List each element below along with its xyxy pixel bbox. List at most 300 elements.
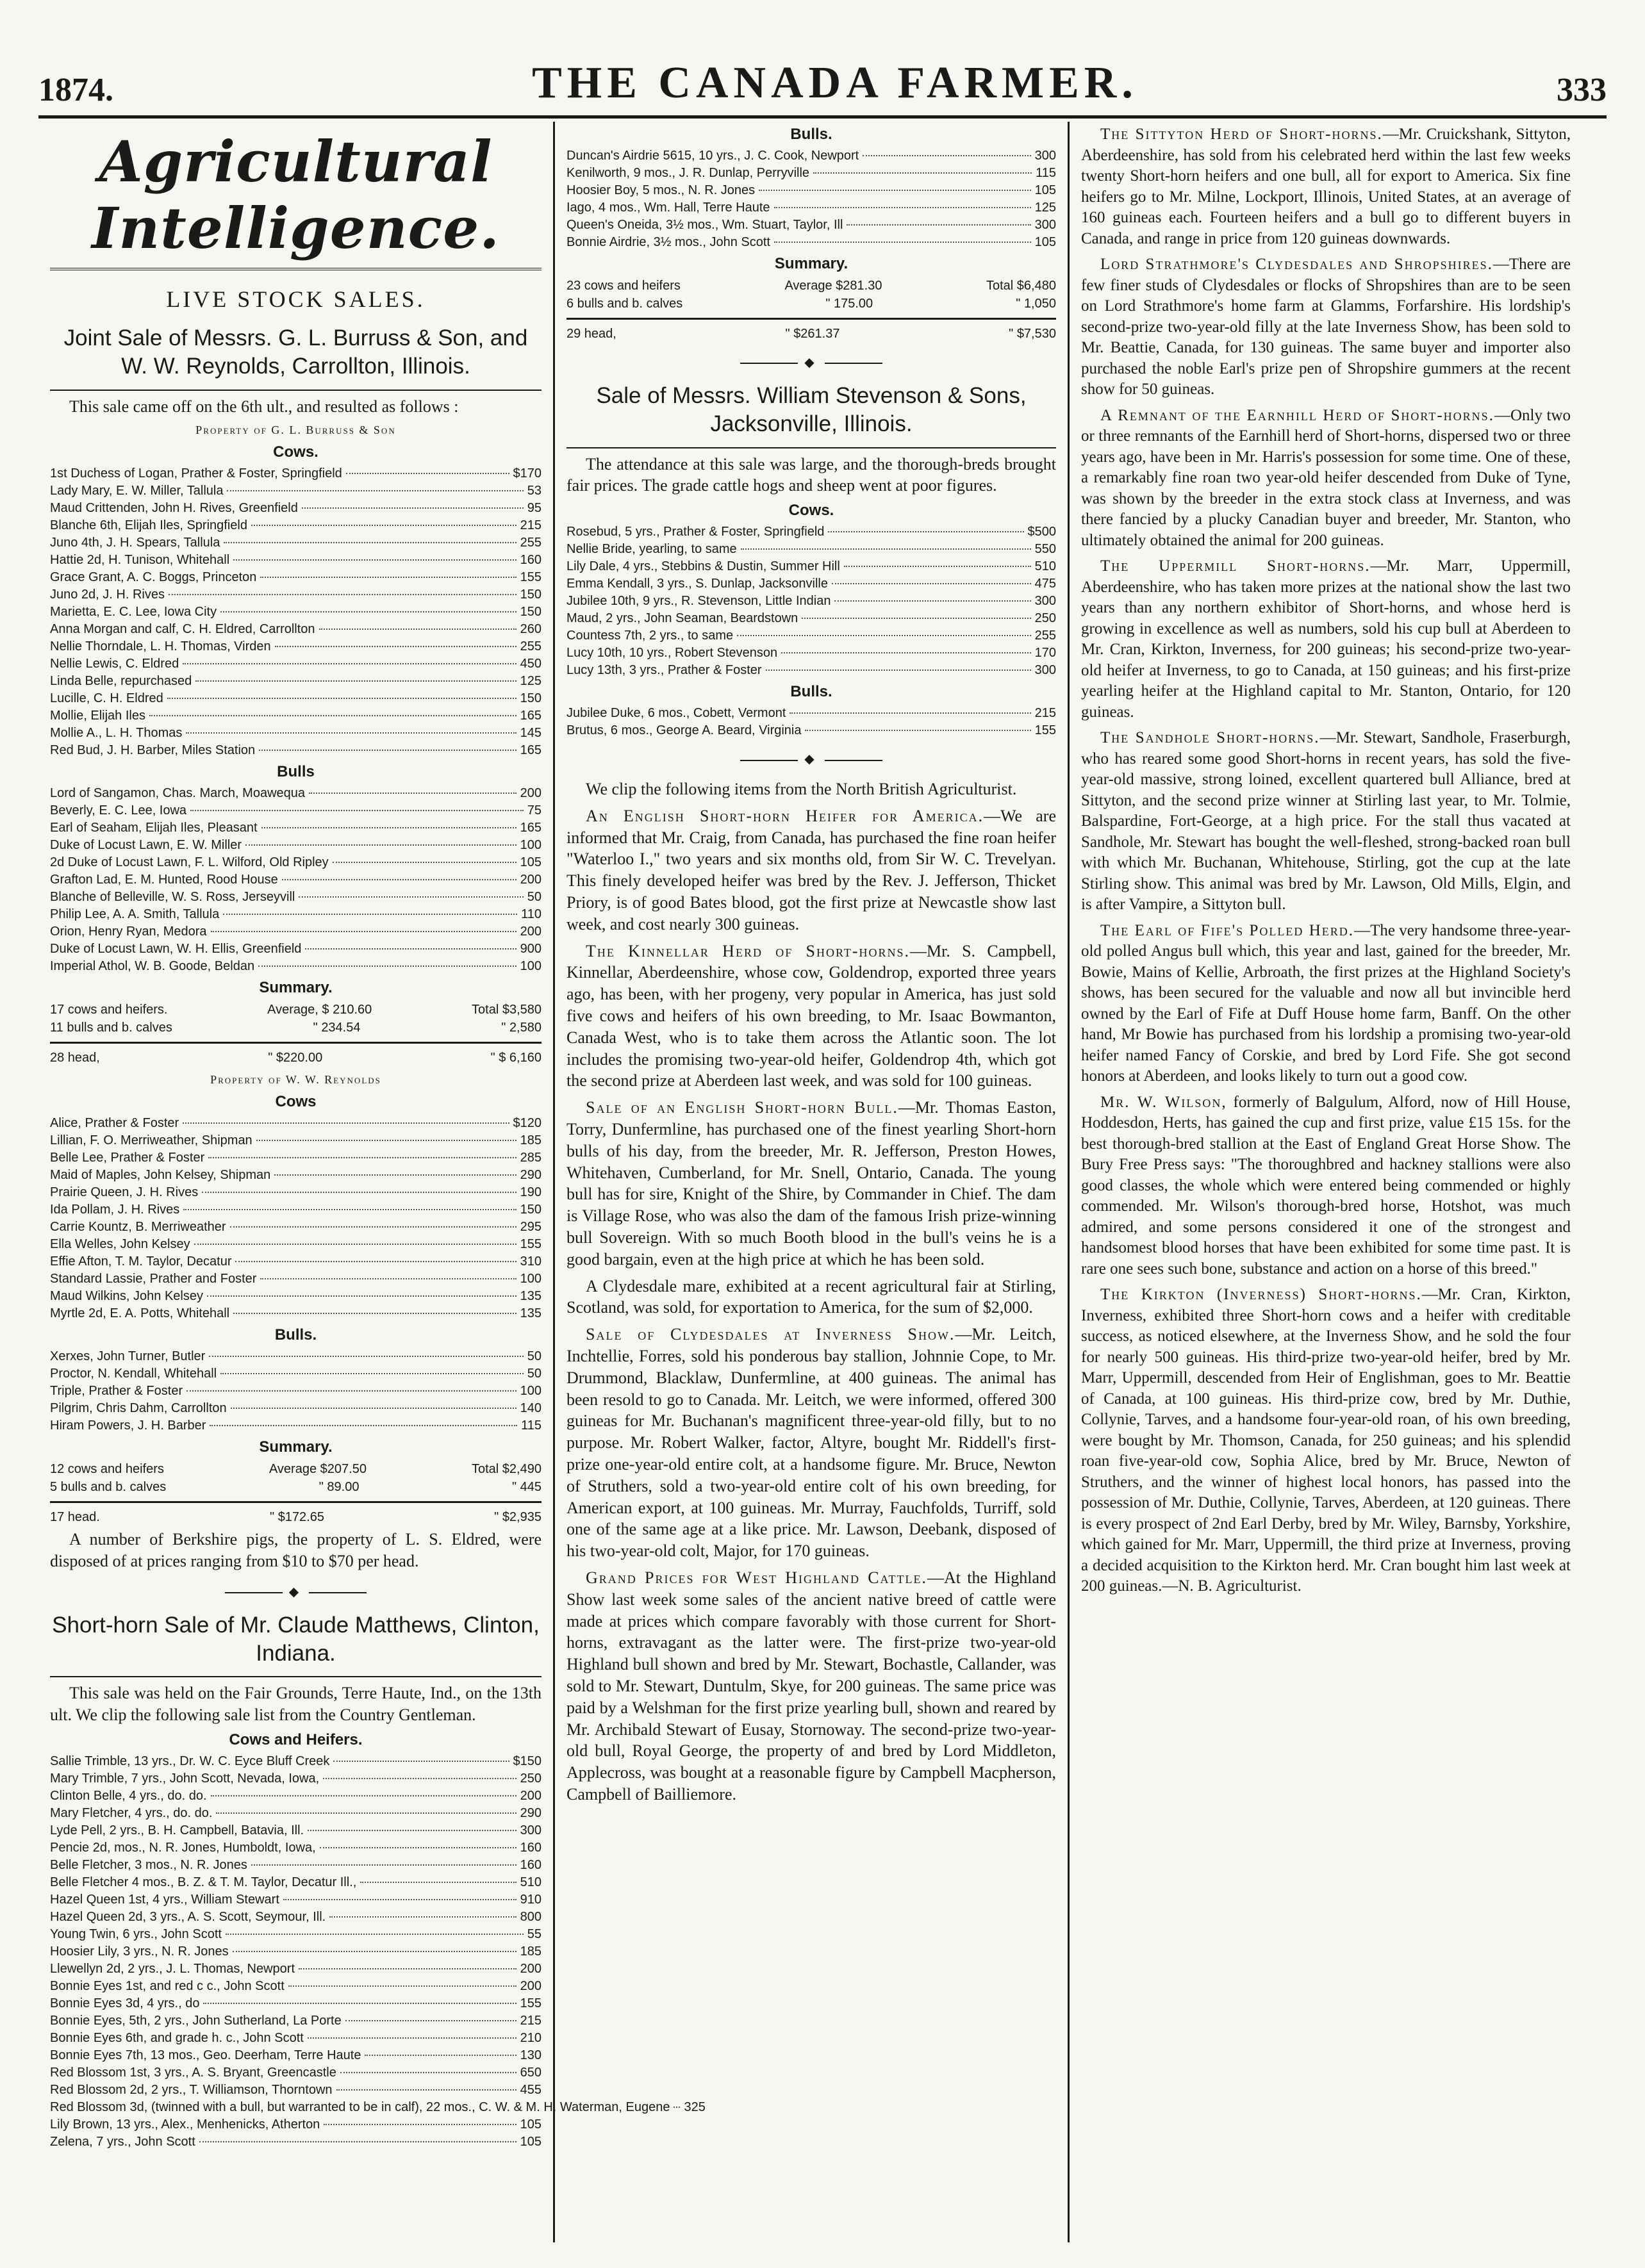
article-paragraph <box>1081 1285 1571 1597</box>
dot-leader <box>259 750 516 751</box>
entry-price: 100 <box>520 838 541 853</box>
entry-name: Lucy 13th, 3 yrs., Prather & Foster <box>566 663 762 678</box>
article-paragraph <box>566 1097 1056 1270</box>
sale-entry <box>50 1270 541 1288</box>
entry-price: 75 <box>527 803 541 818</box>
summary-label: 17 cows and heifers. <box>50 1003 168 1017</box>
entry-price: 510 <box>1034 559 1056 574</box>
entry-price: 900 <box>520 942 541 957</box>
dot-leader <box>220 611 517 612</box>
entry-name: Juno 2d, J. H. Rives <box>50 588 165 602</box>
column-2 <box>553 122 1068 2242</box>
sale-entry <box>566 541 1056 558</box>
matthews-intro: This sale was held on the Fair Grounds, Terre Haute, Ind., on the 13th ult. We clip the following sale list from the Country Gentleman. <box>50 1684 541 1725</box>
sale-entry <box>50 586 541 604</box>
sale-entry <box>50 707 541 725</box>
article-list <box>566 778 1056 1805</box>
entry-name: Lord of Sangamon, Chas. March, Moawequa <box>50 786 305 801</box>
dot-leader <box>365 2055 516 2056</box>
entry-name: Nellie Thorndale, L. H. Thomas, Virden <box>50 639 271 654</box>
sale-entry <box>50 517 541 534</box>
article-body: —Mr. Thomas Easton, Torry, Dunfermline, has purchased one of the finest yearling Short-horn bulls of his day, from the breeder, Mr. R. Jefferson, Preston Howes, Whitehaven, Cumberland, for Mr. Snell, Ontario, Canada. The young bull has for sire, Knight of the Shire, by Commander in Chief. The dam is Village Rose, who was also the dam of the famous Irish prize-winning bull Sovereign. With so much Booth blood in the bull's veins he is a good bargain, even at the high price at which he has been sold. <box>566 1098 1056 1269</box>
entry-name: Lily Brown, 13 yrs., Alex., Menhenicks, Atherton <box>50 2117 320 2132</box>
summary-row <box>50 1508 541 1526</box>
sale-entry <box>50 500 541 517</box>
sale-list <box>50 1753 706 2151</box>
sale-entry <box>50 1288 541 1305</box>
entry-name: Ella Welles, John Kelsey <box>50 1237 190 1252</box>
bulls-subhead: Bulls. <box>790 126 832 143</box>
entry-price: 215 <box>520 518 541 533</box>
dot-leader <box>227 490 523 491</box>
sale-entry <box>566 523 1056 541</box>
sale-entry <box>566 610 1056 627</box>
sale-entry <box>50 482 541 500</box>
sale-list <box>566 705 1056 739</box>
sale-entry <box>566 147 1056 165</box>
property-title: Property of W. W. Reynolds <box>210 1073 381 1087</box>
entry-price: 115 <box>1036 166 1056 180</box>
section-banner: Agricultural Intelligence. <box>50 128 541 270</box>
dot-leader <box>199 2141 517 2142</box>
dot-leader <box>195 680 516 682</box>
entry-price: 455 <box>520 2082 541 2097</box>
entry-name: Pilgrim, Chris Dahm, Carrollton <box>50 1401 227 1416</box>
dot-leader <box>847 224 1030 226</box>
entry-price: 170 <box>1034 646 1056 661</box>
dot-leader <box>211 1795 517 1796</box>
entry-name: Countess 7th, 2 yrs., to same <box>566 629 734 643</box>
dot-leader <box>805 730 1030 731</box>
sale-entry <box>50 1857 541 1874</box>
entry-name: Jubilee 10th, 9 yrs., R. Stevenson, Little Indian <box>566 594 831 609</box>
entry-name: Maid of Maples, John Kelsey, Shipman <box>50 1168 271 1183</box>
dot-leader <box>789 712 1030 714</box>
entry-name: Hoosier Lily, 3 yrs., N. R. Jones <box>50 1944 229 1959</box>
entry-name: Triple, Prather & Foster <box>50 1384 183 1399</box>
entry-name: Belle Fletcher 4 mos., B. Z. & T. M. Taylor, Decatur Ill., <box>50 1875 357 1889</box>
dot-leader <box>167 698 517 699</box>
sale-entry <box>50 534 541 552</box>
divider <box>566 447 1056 448</box>
entry-name: Bonnie Airdrie, 3½ mos., John Scott <box>566 235 770 249</box>
entry-price: 100 <box>520 959 541 974</box>
entry-name: Kenilworth, 9 mos., J. R. Dunlap, Perryville <box>566 166 810 180</box>
dot-leader <box>186 732 516 734</box>
summary-avg: " 175.00 <box>825 297 873 311</box>
article-body: —Only two or three remnants of the Earnhill herd of Short-horns, dispersed two or three years ago, have been in Mr. Harris's possession for some time. One of these, a remarkably fine roan two year-old heifer descended from Duke of Tyne, was shown by the breeder in the extra stock class at Inverness, and was there fancied by a plucky Canadian buyer and breeder, Mr. Stanton, who ultimately obtained the animal for 200 guineas. <box>1081 406 1571 549</box>
sale-entry <box>50 1787 541 1805</box>
dot-leader <box>233 1313 517 1314</box>
article-paragraph <box>566 778 1056 800</box>
sale-entry <box>50 1253 541 1270</box>
entry-price: 145 <box>520 726 541 741</box>
ornament-divider: ◆ <box>566 751 1056 767</box>
dot-leader <box>766 670 1031 671</box>
dot-leader <box>251 1864 517 1866</box>
sale-entry <box>50 2012 541 2030</box>
dot-leader <box>275 646 517 647</box>
sale-entry <box>50 1960 541 1978</box>
dot-leader <box>832 583 1031 584</box>
dot-leader <box>324 2124 516 2125</box>
summary-total: Total $2,490 <box>472 1462 541 1477</box>
entry-name: Brutus, 6 mos., George A. Beard, Virginia <box>566 723 802 738</box>
entry-price: 300 <box>1034 218 1056 232</box>
sale-entry <box>50 1365 541 1383</box>
summary-row <box>566 325 1056 343</box>
entry-name: Bonnie Eyes 7th, 13 mos., Geo. Deerham, Terre Haute <box>50 2048 361 2062</box>
sale-entry <box>50 2064 541 2082</box>
entry-name: Earl of Seaham, Elijah Iles, Pleasant <box>50 821 258 835</box>
summary-avg: " 89.00 <box>318 1480 360 1495</box>
dot-leader <box>674 2107 680 2108</box>
dot-leader <box>258 966 517 967</box>
summary-total: " $ 6,160 <box>490 1051 541 1065</box>
article-body: We clip the following items from the North British Agriculturist. <box>586 780 1017 799</box>
entry-price: 105 <box>520 2134 541 2149</box>
entry-price: 55 <box>527 1927 541 1941</box>
dot-leader <box>299 1968 517 1969</box>
dot-leader <box>282 879 517 880</box>
sale-entry <box>50 1926 541 1943</box>
entry-price: $120 <box>513 1116 541 1131</box>
entry-name: Lyde Pell, 2 yrs., B. H. Campbell, Batavia, Ill. <box>50 1823 304 1837</box>
dot-leader <box>224 542 516 543</box>
dot-leader <box>319 629 517 630</box>
entry-name: Lily Dale, 4 yrs., Stebbins & Dustin, Summer Hill <box>566 559 840 574</box>
entry-name: Juno 4th, J. H. Spears, Tallula <box>50 536 220 550</box>
sale-entry <box>50 889 541 906</box>
dot-leader <box>203 2003 516 2004</box>
entry-name: Ida Pollam, J. H. Rives <box>50 1203 180 1217</box>
entry-name: Pencie 2d, mos., N. R. Jones, Humboldt, Iowa, <box>50 1840 316 1855</box>
dot-leader <box>235 1261 516 1262</box>
article-body: —Mr. Stewart, Sandhole, Fraserburgh, who has reared some good Short-horns in recent years, has sold the five-year-old massive, strong loined, excellent quartered bull Alliance, bred at Sittyton, and the second prize winner at Stirling last year, to Mr. Tolmie, Balspardine, Fort-George, at a high price. For the stall thus vacated at Sandhole, Mr. Stewart has bought the well-fleshed, strong-backed roan bull with which Mr. Buchanan, Whitehouse, Stirling, got the cup at the late Stirling show. This animal was bred by Mr. Lawson, Old Mills, Elgin, and is after Vampire, a Sittyton bull. <box>1081 729 1571 913</box>
entry-price: 165 <box>520 743 541 758</box>
entry-name: Red Blossom 3d, (twinned with a bull, but warranted to be in calf), 22 mos., C. W. & M. H. Waterman, Eugene <box>50 2100 670 2114</box>
sale-entry <box>50 1305 541 1322</box>
entry-name: Red Blossom 1st, 3 yrs., A. S. Bryant, Greencastle <box>50 2065 336 2080</box>
berkshire-paragraph: A number of Berkshire pigs, the property of L. S. Eldred, were disposed of at prices ranging from $10 to $70 per head. <box>50 1530 541 1571</box>
dot-leader <box>209 1356 523 1357</box>
entry-name: Philip Lee, A. A. Smith, Tallula <box>50 907 220 922</box>
entry-name: Nellie Lewis, C. Eldred <box>50 657 179 671</box>
article-paragraph <box>1081 254 1571 400</box>
entry-price: 650 <box>520 2065 541 2080</box>
bulls-subhead: Bulls <box>277 763 315 781</box>
entry-price: 160 <box>520 1840 541 1855</box>
dot-leader <box>207 1295 517 1297</box>
dot-leader <box>256 1140 517 1141</box>
sale-entry <box>50 2133 541 2151</box>
entry-name: 1st Duchess of Logan, Prather & Foster, Springfield <box>50 466 342 481</box>
sale-entry <box>50 2082 541 2099</box>
summary-rule <box>50 1042 541 1044</box>
dot-leader <box>283 1899 517 1900</box>
summary-label: 6 bulls and b. calves <box>566 297 683 311</box>
dot-leader <box>230 1226 517 1228</box>
sale-entry <box>566 165 1056 182</box>
dot-leader <box>183 663 516 664</box>
article-paragraph <box>566 1324 1056 1562</box>
entry-price: 150 <box>520 588 541 602</box>
entry-price: 155 <box>520 570 541 585</box>
sale-entry <box>566 234 1056 251</box>
dot-leader <box>323 1778 516 1779</box>
article-lead: Sale of Clydesdales at Inverness Show. <box>586 1325 955 1344</box>
article-list <box>1081 124 1571 1597</box>
ornament-divider: ◆ <box>50 1584 541 1600</box>
entry-price: 105 <box>520 855 541 870</box>
entry-name: Marietta, E. C. Lee, Iowa City <box>50 605 217 620</box>
sale-entry <box>50 854 541 871</box>
entry-price: 200 <box>520 1788 541 1803</box>
summary-avg: Average $207.50 <box>269 1462 367 1477</box>
dot-leader <box>309 793 517 794</box>
summary-total: " $7,530 <box>1009 327 1056 341</box>
dot-leader <box>320 1847 517 1848</box>
article-body: —Mr. S. Campbell, Kinnellar, Aberdeenshire, whose cow, Goldendrop, exported three years ago, has been, with her progeny, very popular in America, has just sold five cows and heifers of his own breeding, to Mr. Isaac Bowmanton, Canada West, who is to take them across the Atlantic soon. The lot includes the promising two-year-old heifer, Goldendrop 4th, which got the second prize at Aberdeen last week, and was sold for 100 guineas. <box>566 941 1056 1090</box>
dot-leader <box>245 844 517 846</box>
entry-price: 250 <box>520 1771 541 1786</box>
dot-leader <box>223 914 517 915</box>
sale-entry <box>50 2099 706 2116</box>
entry-price: 125 <box>520 674 541 689</box>
dot-leader <box>336 2089 517 2091</box>
dot-leader <box>251 525 517 526</box>
burruss-intro: This sale came off on the 6th ult., and resulted as follows : <box>69 397 459 416</box>
sale-entry <box>50 837 541 854</box>
article-lead: Lord Strathmore's Clydesdales and Shropshires. <box>1100 256 1493 273</box>
summary-label: 12 cows and heifers <box>50 1462 164 1477</box>
sale-entry <box>566 182 1056 199</box>
summary-row <box>566 277 1056 295</box>
entry-price: 135 <box>520 1289 541 1304</box>
dot-leader <box>202 1192 516 1193</box>
summary-row <box>50 1478 541 1496</box>
summary-label: 5 bulls and b. calves <box>50 1480 167 1495</box>
dot-leader <box>329 1916 516 1918</box>
dot-leader <box>183 1122 509 1124</box>
entry-name: Maud Wilkins, John Kelsey <box>50 1289 203 1304</box>
masthead <box>38 45 1607 119</box>
sale-entry <box>50 941 541 958</box>
article-lead: Mr. W. Wilson, <box>1100 1093 1227 1111</box>
summary-row <box>566 295 1056 313</box>
sale-entry <box>50 1891 541 1909</box>
sale-list <box>566 147 1056 251</box>
entry-price: 290 <box>520 1168 541 1183</box>
summary-row <box>50 1019 541 1037</box>
sale-entry <box>50 2116 541 2133</box>
entry-price: 140 <box>520 1401 541 1416</box>
sale-entry <box>50 2030 541 2047</box>
entry-name: Orion, Henry Ryan, Medora <box>50 924 207 939</box>
dot-leader <box>208 1157 516 1158</box>
dot-leader <box>260 577 516 578</box>
dot-leader <box>274 1174 516 1176</box>
summary-row <box>50 1001 541 1019</box>
dot-leader <box>299 896 523 898</box>
entry-price: 160 <box>520 1857 541 1872</box>
entry-price: $170 <box>513 466 541 481</box>
entry-price: 155 <box>520 1996 541 2010</box>
newspaper-title: THE CANADA FARMER. <box>532 58 1138 108</box>
summary-total: " 2,580 <box>501 1021 541 1035</box>
summary-label: 29 head, <box>566 327 616 341</box>
live-stock-heading: LIVE STOCK SALES. <box>166 286 426 312</box>
sale-entry <box>50 958 541 975</box>
dot-leader <box>737 635 1031 636</box>
sale-entry <box>50 569 541 586</box>
sale-entry <box>50 1943 541 1960</box>
entry-name: Red Bud, J. H. Barber, Miles Station <box>50 743 256 758</box>
article-body: —We are informed that Mr. Craig, from Canada, has purchased the fine roan heifer "Waterloo I.," two years and six months old, from Sir W. C. Trevelyan. This finely developed heifer was bred by the Rev. J. Jefferson, Thicket Priory, is of good Bates blood, got the first prize at Newcastle show last week, and cost nearly 300 guineas. <box>566 806 1056 933</box>
sale-entry <box>50 673 541 690</box>
sale-entry <box>50 1874 541 1891</box>
summary-row <box>50 1460 541 1478</box>
article-body: —Mr. Cruickshank, Sittyton, Aberdeenshire, has sold from his celebrated herd within the last few weeks twenty Short-horn heifers and one bull, all for export to America. Six fine heifers go to Mr. Milne, Lockport, Illinois, United States, at an average of 160 guineas each. Fourteen heifers and a bull go to different buyers in Canada, and range in price from 120 guineas downwards. <box>1081 126 1571 247</box>
entry-name: Lucille, C. H. Eldred <box>50 691 163 706</box>
summary-label: 17 head. <box>50 1510 100 1525</box>
sale-entry <box>50 1978 541 1995</box>
entry-price: 130 <box>520 2048 541 2062</box>
entry-price: 105 <box>1034 235 1056 249</box>
entry-name: Effie Afton, T. M. Taylor, Decatur <box>50 1254 232 1269</box>
entry-price: 255 <box>520 536 541 550</box>
entry-name: Prairie Queen, J. H. Rives <box>50 1185 199 1200</box>
entry-name: Bonnie Eyes 3d, 4 yrs., do <box>50 1996 200 2010</box>
entry-price: 300 <box>1034 663 1056 678</box>
property-title: Property of G. L. Burruss & Son <box>195 423 396 437</box>
entry-name: Maud, 2 yrs., John Seaman, Beardstown <box>566 611 798 626</box>
dot-leader <box>802 618 1030 619</box>
article-paragraph <box>1081 921 1571 1087</box>
entry-name: Anna Morgan and calf, C. H. Eldred, Carrollton <box>50 622 315 637</box>
sale-entry <box>50 638 541 655</box>
entry-price: 215 <box>1034 706 1056 721</box>
dot-leader <box>216 1812 516 1814</box>
sale-entry <box>50 465 541 482</box>
dot-leader <box>288 1985 517 1987</box>
entry-price: $500 <box>1027 525 1056 539</box>
ornament-divider: ◆ <box>566 354 1056 370</box>
entry-price: 165 <box>520 821 541 835</box>
entry-price: 115 <box>521 1418 541 1433</box>
entry-name: Hazel Queen 1st, 4 yrs., William Stewart <box>50 1892 279 1907</box>
entry-name: Xerxes, John Turner, Butler <box>50 1349 206 1364</box>
entry-name: Proctor, N. Kendall, Whitehall <box>50 1367 217 1381</box>
summary-avg: Average $281.30 <box>784 279 882 293</box>
dot-leader <box>834 600 1030 602</box>
summary-total: Total $6,480 <box>986 279 1056 293</box>
entry-price: 105 <box>520 2117 541 2132</box>
entry-price: 290 <box>520 1805 541 1820</box>
article-lead: The Sandhole Short-horns. <box>1100 729 1320 746</box>
entry-price: 260 <box>520 622 541 637</box>
article-body: —At the Highland Show last week some sales of the ancient native breed of cattle were made at prices which compare favorably with those current for Short-horns, extravagant as the latter were. The first-prize two-year-old Highland bull shown and bred by Mr. Stewart, Bochastle, Callander, was sold to Mr. Stewart, Duntulm, Skye, for 200 guineas. The same price was paid by a Welshman for the first prize yearling bull, shown and reared by Mr. Archibald Stewart of Eusay, Stornoway. The second-prize two-year-old bull, Royal George, the property of and bred by Lord Middleton, Applecross, was bought at a reasonable figure by Campbell Macpherson, Campbell of Bailliemore. <box>566 1568 1056 1804</box>
entry-price: 910 <box>520 1892 541 1907</box>
sale-entry <box>50 1149 541 1167</box>
dot-leader <box>360 1882 516 1883</box>
sale-entry <box>566 575 1056 593</box>
page-number: 333 <box>1556 72 1607 108</box>
entry-name: Myrtle 2d, E. A. Potts, Whitehall <box>50 1306 230 1321</box>
summary-avg: " $220.00 <box>268 1051 323 1065</box>
dot-leader <box>333 862 517 863</box>
sale-entry <box>566 217 1056 234</box>
article-paragraph <box>1081 1092 1571 1280</box>
entry-name: Hoosier Boy, 5 mos., N. R. Jones <box>566 183 756 197</box>
entry-name: Lillian, F. O. Merriweather, Shipman <box>50 1133 252 1148</box>
sale-entry <box>50 604 541 621</box>
entry-name: Clinton Belle, 4 yrs., do. do. <box>50 1788 207 1803</box>
entry-price: 95 <box>527 501 541 516</box>
sale-entry <box>50 1348 541 1365</box>
article-body: A Clydesdale mare, exhibited at a recent agricultural fair at Stirling, Scotland, was sold, for exportation to America, for the sum of $2,000. <box>566 1276 1056 1317</box>
entry-price: 185 <box>520 1944 541 1959</box>
sale-entry <box>566 199 1056 217</box>
dot-leader <box>741 548 1031 550</box>
entry-name: Jubilee Duke, 6 mos., Cobett, Vermont <box>566 706 786 721</box>
article-body: —The very handsome three-year-old polled Angus bull which, this year and last, gained for the breeder, Mr. Bowie, Mains of Kellie, Arbroath, the first prizes at the Highland Society's shows, has been secured for the valuable and now all but invincible herd owned by the Earl of Fife at Duff House home farm, Banff. On the other hand, Mr Bowie has purchased from his lordship a promising two-year-old heifer named Fancy of Corskie, and bred by Lord Fife. She got second honors at Aberdeen, and looks likely to turn out a good cow. <box>1081 921 1571 1085</box>
summary-subhead: Summary. <box>259 1438 333 1456</box>
entry-price: 200 <box>520 924 541 939</box>
article-body: formerly of Balgulum, Alford, now of Hill House, Hoddesdon, Herts, has gained the cup and first prize, value £15 15s. for the best thorough-bred stallion at the East of England Great Horse Show. The Bury Free Press says: "The thoroughbred and hackney stallions were also good classes, the whole which were entered being commended or highly commended. Mr. Wilson's thorough-bred horse, Hotshot, was much admired, and some persons considered it one of the strongest and handsomest blood horses that have been exhibited for some time past. It is rare one sees such bone, substance and action on a horse of this breed." <box>1081 1093 1571 1278</box>
entry-price: 200 <box>520 786 541 801</box>
dot-leader <box>308 1830 517 1831</box>
entry-price: 190 <box>520 1185 541 1200</box>
entry-name: Carrie Kountz, B. Merriweather <box>50 1220 226 1235</box>
dot-leader <box>828 531 1023 532</box>
article-paragraph <box>1081 728 1571 916</box>
article-body: —Mr. Marr, Uppermill, Aberdeenshire, who has taken more prizes at the national show the last two years than any northern exhibitor of Short-horns, and whose herd is growing in excellence as well as numbers, sold his cup bull at Aberdeen to Mr. Cran, Kirkton, Inverness, for 200 guineas; his second-prize two-year-old heifer at Inverness, to go to Canada, at 150 guineas; and his first-prize yearling heifer at the Highland capital to Mr. Stanton, Ontario, for 120 guineas. <box>1081 557 1571 721</box>
entry-price: 310 <box>520 1254 541 1269</box>
summary-total: " 1,050 <box>1016 297 1056 311</box>
entry-price: 285 <box>520 1151 541 1165</box>
dot-leader <box>774 207 1031 208</box>
summary-label: 11 bulls and b. calves <box>50 1021 172 1035</box>
article-body: —There are few finer studs of Clydesdales or flocks of Shropshires than are to be seen on Lord Strathmore's home farm at Glamms, Forfarshire. His lordship's second-prize two-year-old filly at the late Inverness Show, has been sold to Mr. Beattie, Canada, for 130 guineas. The same buyer and importer also purchased the noble Earl's prize pen of Shropshire gummers at the recent show for 50 guineas. <box>1081 256 1571 398</box>
dot-leader <box>210 1425 517 1426</box>
sale-entry <box>50 1236 541 1253</box>
entry-name: Standard Lassie, Prather and Foster <box>50 1272 257 1286</box>
sale-entry <box>566 627 1056 645</box>
cows-subhead: Cows. <box>788 502 834 520</box>
dot-leader <box>863 155 1030 156</box>
entry-name: Belle Fletcher, 3 mos., N. R. Jones <box>50 1857 247 1872</box>
article-paragraph <box>566 941 1056 1092</box>
entry-price: 200 <box>520 1961 541 1976</box>
dot-leader <box>169 594 517 595</box>
entry-price: 50 <box>527 890 541 905</box>
summary-row <box>50 1049 541 1067</box>
dot-leader <box>260 1278 516 1279</box>
sale-entry <box>50 1839 541 1857</box>
article-lead: Grand Prices for West Highland Cattle. <box>586 1568 928 1587</box>
sale-entry <box>50 1219 541 1236</box>
article-lead: The Kirkton (Inverness) Short-horns. <box>1100 1286 1422 1303</box>
entry-name: Emma Kendall, 3 yrs., S. Dunlap, Jacksonville <box>566 577 828 591</box>
entry-name: Bonnie Eyes, 5th, 2 yrs., John Sutherland, La Porte <box>50 2013 342 2028</box>
entry-price: 475 <box>1034 577 1056 591</box>
dot-leader <box>211 931 517 932</box>
entry-price: 255 <box>520 639 541 654</box>
sale-entry <box>50 1115 541 1132</box>
entry-name: Rosebud, 5 yrs., Prather & Foster, Springfield <box>566 525 825 539</box>
summary-rule <box>50 1501 541 1503</box>
